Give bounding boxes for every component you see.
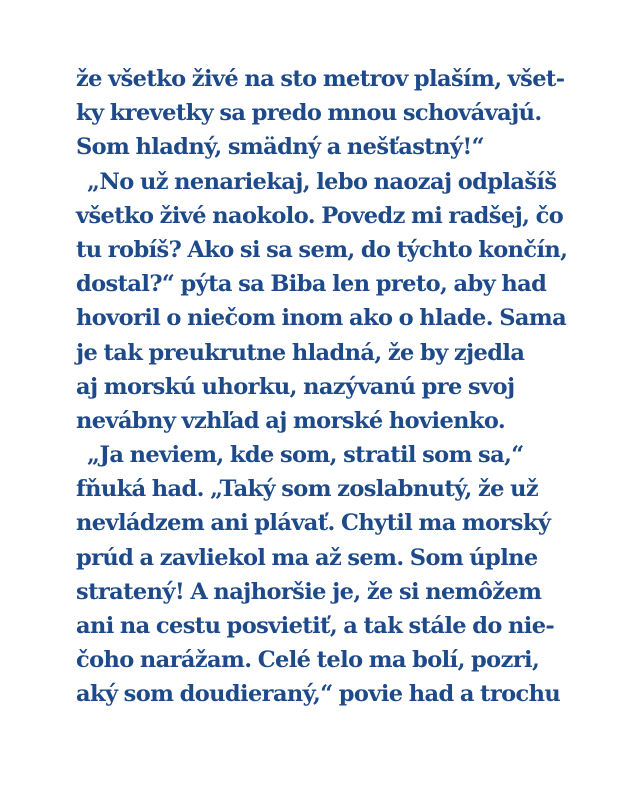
text-line-10: aj morskú uhorku, nazývanú pre svoj (76, 373, 515, 400)
text-line-17: ani na cestu posvietiť, a tak stále do nie- (76, 613, 555, 639)
text-line-5: všetko živé naokolo. Povedz mi radšej, čo (76, 202, 564, 229)
text-line-14: nevládzem ani plávať. Chytil ma morský (76, 510, 551, 537)
text-line-11: nevábny vzhľad aj morské hovienko. (76, 407, 506, 434)
text-line-1: že všetko živé na sto metrov plaším, všet- (76, 66, 565, 92)
text-line-2: ky krevetky sa predo mnou schovávajú. (76, 100, 542, 127)
text-line-6: tu robíš? Ako si sa sem, do týchto končín, (76, 236, 568, 263)
text-line-12: „Ja neviem, kde som, stratil som sa,“ (87, 442, 524, 469)
text-line-7: dostal?“ pýta sa Biba len preto, aby had (76, 271, 547, 298)
text-line-9: je tak preukrutne hladná, že by zjedla (76, 339, 525, 366)
body-text (76, 62, 596, 712)
text-line-19: aký som doudieraný,“ povie had a trochu (76, 681, 561, 708)
text-line-18: čoho narážam. Celé telo ma bolí, pozri, (76, 647, 540, 674)
text-line-16: stratený! A najhoršie je, že si nemôžem (76, 578, 542, 605)
text-line-3: Som hladný, smädný a nešťastný!“ (76, 134, 484, 161)
text-line-13: fňuká had. „Taký som zoslabnutý, že už (76, 476, 539, 503)
text-line-4: „No už nenariekaj, lebo naozaj odplašíš (87, 168, 557, 195)
text-line-15: prúd a zavliekol ma až sem. Som úplne (76, 544, 538, 571)
text-line-8: hovoril o niečom inom ako o hlade. Sama (76, 305, 567, 332)
